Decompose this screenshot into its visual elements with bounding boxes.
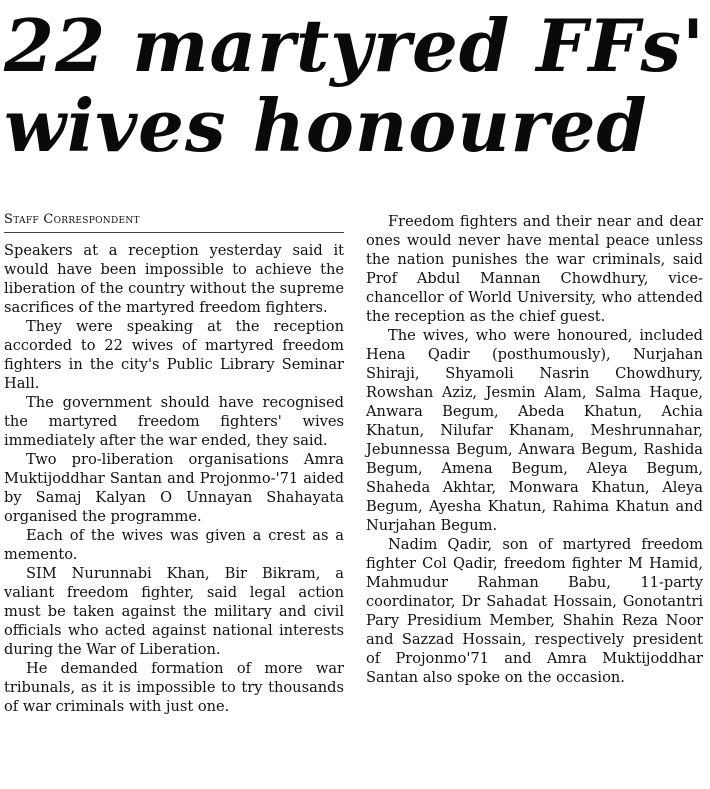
headline (4, 3, 706, 168)
article-column-left (4, 210, 344, 716)
headline-line-2: wives honoured (4, 83, 648, 168)
paragraph: The wives, who were honoured, included Hena Qadir (posthumously), Nurjahan Shiraji, Shyamoli Nasrin Chowdhury, Rowshan Aziz, Jesmin Alam, Salma Haque, Anwara Begum, Abeda Khatun, Achia Khatun, Nilufar Khanam, Meshrunnahar, Jebunnessa Begum, Anwara Begum, Rashida Begum, Amena Begum, Aleya Begum, Shaheda Akhtar, Monwara Khatun, Aleya Begum, Ayesha Khatun, Rahima Khatun and Nurjahan Begum. (366, 327, 703, 534)
byline: Staff Correspondent (4, 210, 344, 233)
paragraph: He demanded formation of more war tribunals, as it is impossible to try thousands of war criminals with just one. (4, 660, 344, 715)
paragraph: They were speaking at the reception accorded to 22 wives of martyred freedom fighters in the city's Public Library Seminar Hall. (4, 318, 344, 392)
article-column-right (366, 212, 703, 687)
paragraph: The government should have recognised the martyred freedom fighters' wives immediately after the war ended, they said. (4, 394, 344, 449)
paragraph: Each of the wives was given a crest as a memento. (4, 527, 344, 563)
paragraph: SIM Nurunnabi Khan, Bir Bikram, a valiant freedom fighter, said legal action must be taken against the military and civil officials who acted against national interests during the War of Liberation. (4, 565, 344, 658)
paragraph: Nadim Qadir, son of martyred freedom fighter Col Qadir, freedom fighter M Hamid, Mahmudur Rahman Babu, 11-party coordinator, Dr Sahadat Hossain, Gonotantri Pary Presidium Member, Shahin Reza Noor and Sazzad Hossain, respectively president of Projonmo'71 and Amra Muktijoddhar Santan also spoke on the occasion. (366, 536, 703, 686)
headline-line-1: 22 martyred FFs' (4, 3, 706, 88)
paragraph: Two pro-liberation organisations Amra Muktijoddhar Santan and Projonmo-'71 aided by Samaj Kalyan O Unnayan Shahayata organised the programme. (4, 451, 344, 525)
paragraph: Freedom fighters and their near and dear ones would never have mental peace unless the nation punishes the war criminals, said Prof Abdul Mannan Chowdhury, vice-chancellor of World University, who attended the reception as the chief guest. (366, 213, 703, 325)
paragraph: Speakers at a reception yesterday said it would have been impossible to achieve the liberation of the country without the supreme sacrifices of the martyred freedom fighters. (4, 242, 344, 316)
